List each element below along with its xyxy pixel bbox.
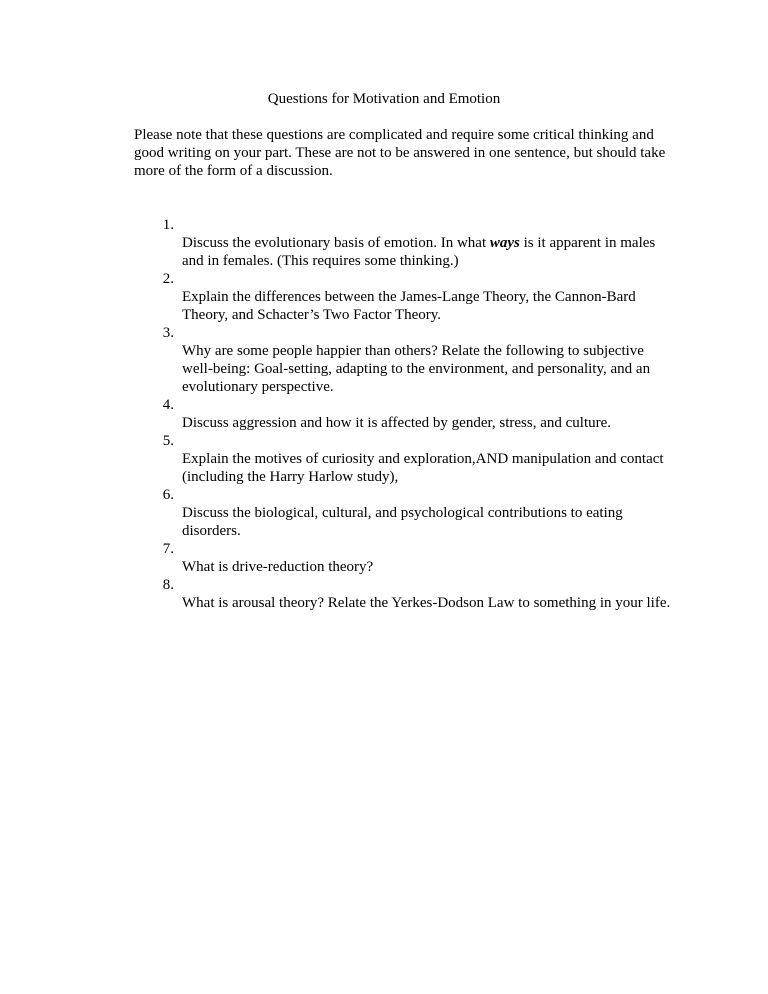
list-item	[152, 540, 712, 576]
question-text: Discuss the evolutionary basis of emotion. In what	[182, 235, 490, 251]
question-text: Why are some people happier than others? Relate the following to subjective well-being: Goal-setting, adapting to the environment, and personality, and an evolutionary perspective.	[182, 343, 651, 395]
question-number: 7.	[162, 541, 174, 557]
emphasized-word: ways	[489, 235, 520, 251]
question-list	[152, 216, 712, 612]
question-number: 8.	[162, 577, 174, 593]
question-text: Explain the differences between the James-Lange Theory, the Cannon-Bard Theory, and Schacter’s Two Factor Theory.	[182, 289, 636, 323]
question-number: 1.	[162, 217, 174, 233]
list-item	[152, 396, 712, 432]
question-number: 2.	[162, 271, 174, 287]
question-number: 4.	[162, 397, 174, 413]
question-text: What is drive-reduction theory?	[182, 559, 374, 575]
question-text: Discuss aggression and how it is affected by gender, stress, and culture.	[182, 415, 612, 431]
question-text: What is arousal theory? Relate the Yerkes-Dodson Law to something in your life.	[182, 595, 671, 611]
intro-paragraph: Please note that these questions are complicated and require some critical thinking and good writing on your part. These are not to be answered in one sentence, but should take more of the form of a discussion.	[134, 127, 666, 179]
question-number: 3.	[162, 325, 174, 341]
question-text: Explain the motives of curiosity and exploration,AND manipulation and contact (including the Harry Harlow study),	[182, 451, 664, 485]
question-text: Discuss the biological, cultural, and psychological contributions to eating disorders.	[182, 505, 623, 539]
list-item	[152, 432, 712, 486]
list-item	[152, 324, 712, 396]
question-number: 5.	[162, 433, 174, 449]
list-item	[152, 270, 712, 324]
question-number: 6.	[162, 487, 174, 503]
document-title: Questions for Motivation and Emotion	[267, 91, 501, 107]
list-item	[152, 576, 712, 612]
list-item	[152, 216, 712, 270]
list-item	[152, 486, 712, 540]
question-text-continued: is it apparent in males and in females. (This requires some thinking.)	[182, 235, 656, 269]
